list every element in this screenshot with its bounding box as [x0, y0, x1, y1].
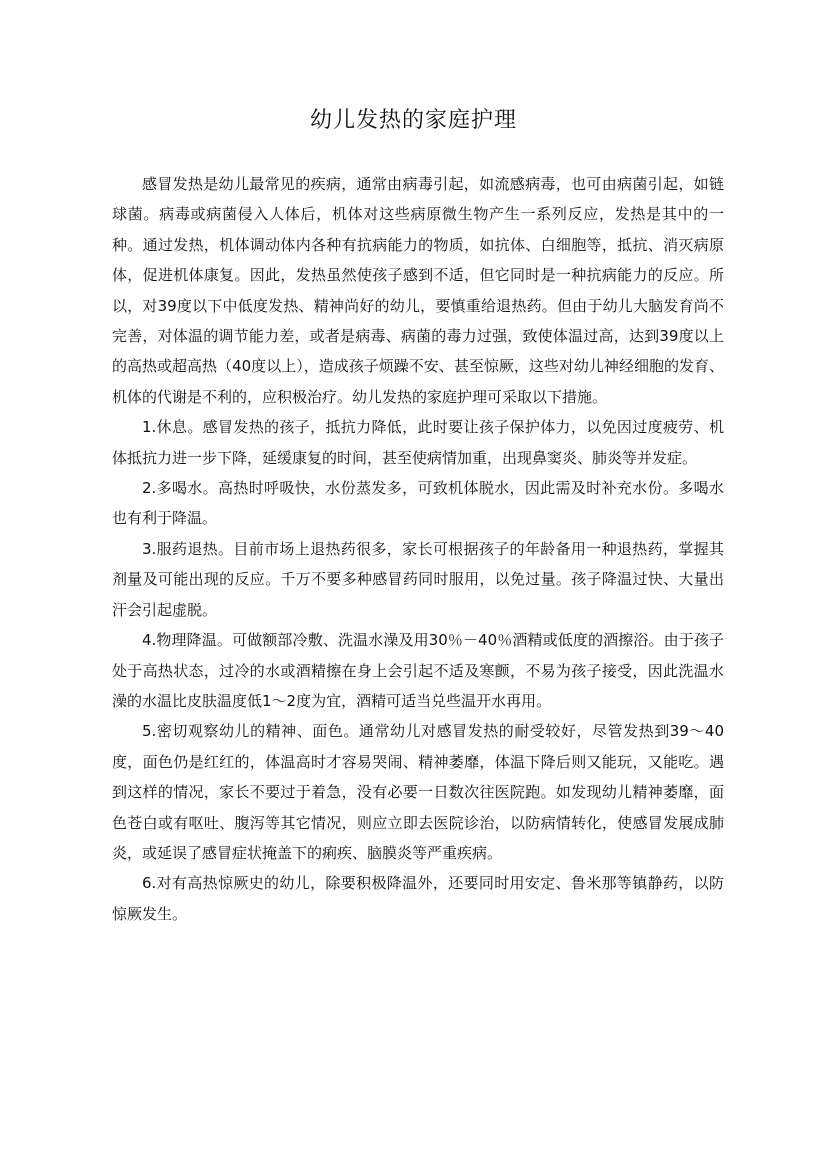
paragraph-convulsion: 6.对有高热惊厥史的幼儿，除要积极降温外，还要同时用安定、鲁米那等镇静药，以防惊厥发生。 [112, 874, 724, 923]
paragraph-medicine: 3.服药退热。目前市场上退热药很多，家长可根据孩子的年龄备用一种退热药，掌握其剂量及可能出现的反应。千万不要多种感冒药同时服用，以免过量。孩子降温过快、大量出汗会引起虚脱。 [112, 539, 724, 619]
paragraph-rest: 1.休息。感冒发热的孩子，抵抗力降低，此时要让孩子保护体力，以免因过度疲劳、机体抵抗力进一步下降，延缓康复的时间，甚至使病情加重，出现鼻窦炎、肺炎等并发症。 [112, 418, 724, 467]
paragraph-physical-cooling: 4.物理降温。可做额部冷敷、洗温水澡及用30％－40％酒精或低度的酒擦浴。由于孩子处于高热状态，过冷的水或酒精擦在身上会引起不适及寒颤，不易为孩子接受，因此洗温水澡的水温比皮肤温度低1～2度为宜，酒精可适当兑些温开水再用。 [112, 631, 724, 710]
document-title: 幼儿发热的家庭护理 [309, 108, 517, 133]
document-body [112, 169, 724, 929]
paragraph-observation: 5.密切观察幼儿的精神、面色。通常幼儿对感冒发热的耐受较好，尽管发热到39～40度，面色仍是红红的，体温高时才容易哭闹、精神萎靡，体温下降后则又能玩，又能吃。遇到这样的情况，家长不要过于着急，没有必要一日数次往医院跑。如发现幼儿精神萎靡，面色苍白或有呕吐、腹泻等其它情况，则应立即去医院诊治，以防病情转化，使感冒发展成肺炎，或延误了感冒症状掩盖下的痢疾、脑膜炎等严重疾病。 [112, 722, 724, 862]
paragraph-intro: 感冒发热是幼儿最常见的疾病，通常由病毒引起，如流感病毒，也可由病菌引起，如链球菌。病毒或病菌侵入人体后，机体对这些病原微生物产生一系列反应，发热是其中的一种。通过发热，机体调动体内各种有抗病能力的物质，如抗体、白细胞等，抵抗、消灭病原体，促进机体康复。因此，发热虽然使孩子感到不适，但它同时是一种抗病能力的反应。所以，对39度以下中低度发热、精神尚好的幼儿，要慎重给退热药。但由于幼儿大脑发育尚不完善，对体温的调节能力差，或者是病毒、病菌的毒力过强，致使体温过高，达到39度以上的高热或超高热（40度以上），造成孩子烦躁不安、甚至惊厥，这些对幼儿神经细胞的发育、机体的代谢是不利的，应积极治疗。幼儿发热的家庭护理可采取以下措施。 [112, 175, 724, 406]
paragraph-water: 2.多喝水。高热时呼吸快，水份蒸发多，可致机体脱水，因此需及时补充水份。多喝水也有利于降温。 [112, 479, 724, 528]
